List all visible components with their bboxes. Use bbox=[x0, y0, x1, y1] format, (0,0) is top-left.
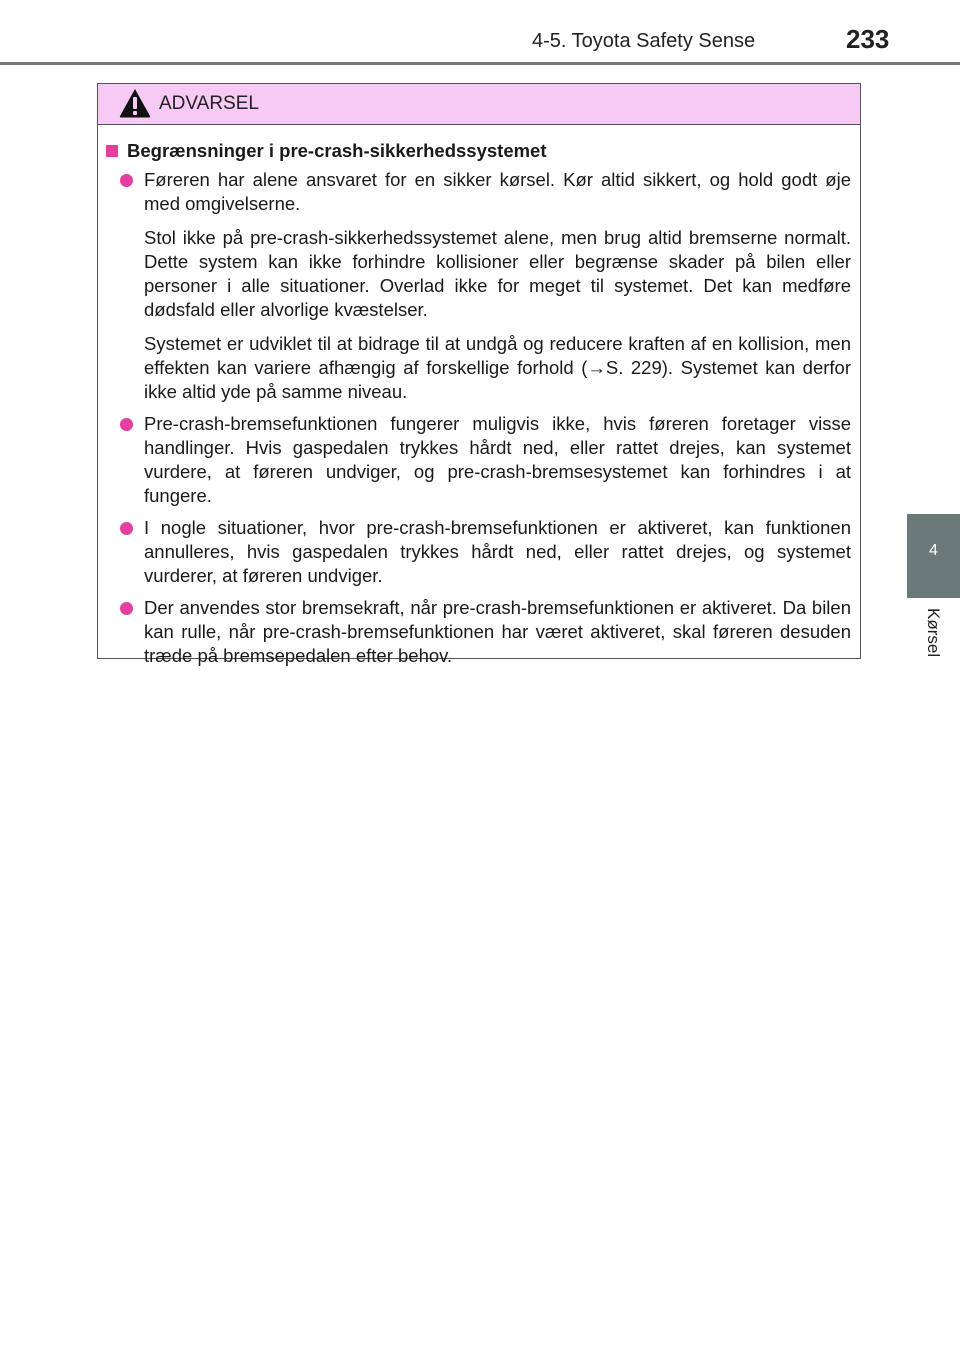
list-item-text: Der anvendes stor bremsekraft, når pre-crash-bremsefunktionen er aktiveret. Da bilen kan rulle, når pre-crash-bremsefunktionen har været aktiveret, skal føreren desuden træde på bremsepedalen efter behov. bbox=[144, 597, 851, 666]
circle-bullet-icon bbox=[120, 522, 133, 535]
page-header bbox=[0, 0, 960, 66]
warning-label: ADVARSEL bbox=[159, 93, 259, 114]
list-item bbox=[98, 412, 860, 508]
page-number: 233 bbox=[846, 24, 890, 54]
list-item bbox=[98, 516, 860, 588]
circle-bullet-icon bbox=[120, 174, 133, 187]
chapter-label: Kørsel bbox=[924, 608, 943, 658]
warning-header bbox=[98, 84, 860, 125]
chapter-label-container bbox=[907, 608, 960, 678]
list-item bbox=[98, 596, 860, 668]
warning-box bbox=[97, 83, 861, 666]
warning-content bbox=[98, 138, 860, 668]
circle-bullet-icon bbox=[120, 418, 133, 431]
chapter-number: 4 bbox=[929, 542, 938, 559]
section-heading bbox=[102, 138, 860, 164]
list-item-text: Føreren har alene ansvaret for en sikker kørsel. Kør altid sikkert, og hold godt øje med omgivelserne. bbox=[144, 169, 851, 214]
circle-bullet-icon bbox=[120, 602, 133, 615]
paragraph: Systemet er udviklet til at bidrage til at undgå og reducere kraften af en kollision, men effekten kan variere afhængig af forskellige forhold (→S. 229). Systemet kan derfor ikke altid yde på samme niveau. bbox=[144, 333, 851, 402]
list-item-text: Pre-crash-bremsefunktionen fungerer muligvis ikke, hvis føreren foretager visse handlinger. Hvis gaspedalen trykkes hårdt ned, eller rattet drejes, kan systemet vurdere, at føreren undviger, og pre-crash-bremsesystemet kan forhindres i at fungere. bbox=[144, 413, 851, 506]
list-item bbox=[98, 168, 860, 216]
square-bullet-icon bbox=[106, 145, 118, 157]
header-divider bbox=[0, 62, 960, 65]
paragraph: Stol ikke på pre-crash-sikkerhedssystemet alene, men brug altid bremserne normalt. Dette system kan ikke forhindre kollisioner eller begrænse skader på bilen eller personer i alle situationer. Overlad ikke for meget til systemet. Det kan medføre dødsfald eller alvorlige kvæstelser. bbox=[144, 227, 851, 320]
warning-triangle-icon bbox=[118, 87, 152, 119]
section-heading-text: Begrænsninger i pre-crash-sikkerhedssystemet bbox=[127, 140, 547, 161]
section-title: 4-5. Toyota Safety Sense bbox=[532, 30, 756, 52]
list-item-text: I nogle situationer, hvor pre-crash-bremsefunktionen er aktiveret, kan funktionen annulleres, hvis gaspedalen trykkes hårdt ned, eller rattet drejes, og systemet vurderer, at føreren undviger. bbox=[144, 517, 851, 586]
chapter-tab bbox=[907, 514, 960, 598]
